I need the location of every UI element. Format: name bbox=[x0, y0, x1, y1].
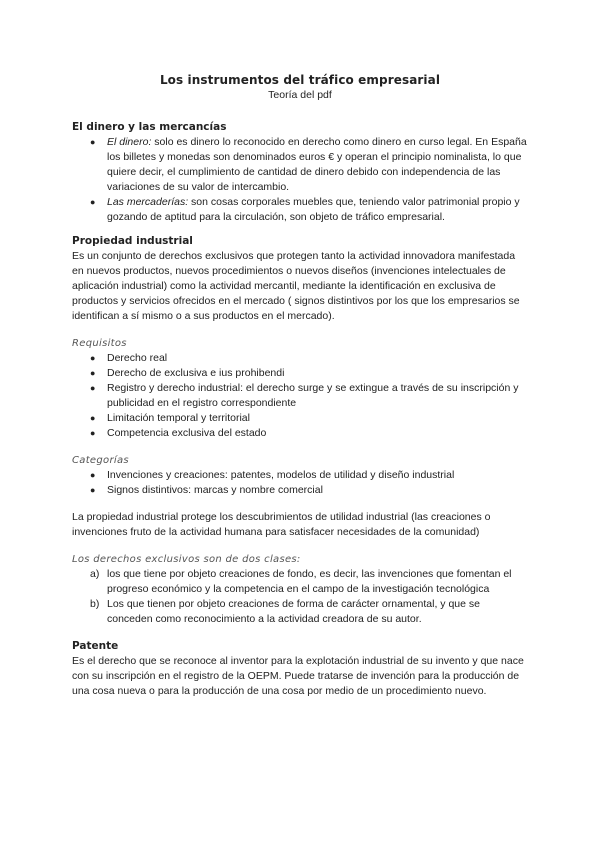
item-text: Los que tienen por objeto creaciones de forma de carácter ornamental, y que se conceden como reconocimiento a la actividad creadora de su autor. bbox=[107, 598, 480, 625]
section-heading-dinero: El dinero y las mercancías bbox=[72, 121, 227, 133]
patente-paragraph: Es el derecho que se reconoce al inventor para la explotación industrial de su invento y que nace con su inscripción en el registro de la OEPM. Puede tratarse de invención para la producción de una cosa nueva o para la producción de una cosa por medio de un procedimiento nuevo. bbox=[72, 655, 524, 697]
item-text: solo es dinero lo reconocido en derecho como dinero en curso legal. En España los billetes y monedas son denominados euros € y operan el principio nominalista, lo que quiere decir, el cumplimiento de cantidad de dinero debido con independencia de las variaciones de su valor de intercambio. bbox=[107, 136, 527, 193]
list-item bbox=[72, 366, 528, 381]
bullet-icon: ● bbox=[90, 197, 96, 207]
dinero-list bbox=[72, 135, 528, 225]
bullet-icon: ● bbox=[90, 413, 96, 423]
item-text: Signos distintivos: marcas y nombre comercial bbox=[107, 484, 323, 496]
requisitos-list bbox=[72, 351, 528, 441]
item-text: Registro y derecho industrial: el derecho surge y se extingue a través de su inscripción y publicidad en el registro correspondiente bbox=[107, 382, 519, 409]
list-item bbox=[72, 567, 528, 597]
item-text: Derecho de exclusiva e ius prohibendi bbox=[107, 367, 285, 379]
item-text: Derecho real bbox=[107, 352, 168, 364]
bullet-icon: ● bbox=[90, 368, 96, 378]
bullet-icon: ● bbox=[90, 485, 96, 495]
section-heading-patente: Patente bbox=[72, 640, 119, 652]
list-item bbox=[72, 351, 528, 366]
requisitos-heading: Requisitos bbox=[72, 338, 127, 349]
propiedad-paragraph-2: La propiedad industrial protege los descubrimientos de utilidad industrial (las creaciones o invenciones fruto de la actividad humana para satisfacer necesidades de la comunidad) bbox=[72, 511, 491, 538]
bullet-icon: ● bbox=[90, 428, 96, 438]
list-item bbox=[72, 597, 528, 627]
clases-heading: Los derechos exclusivos son de dos clases: bbox=[72, 554, 301, 565]
list-item bbox=[72, 483, 528, 498]
section-heading-propiedad: Propiedad industrial bbox=[72, 235, 193, 247]
list-item bbox=[72, 426, 528, 441]
categorias-heading: Categorías bbox=[72, 455, 129, 466]
categorias-list bbox=[72, 468, 528, 498]
bullet-icon: ● bbox=[90, 383, 96, 393]
term-label: El dinero: bbox=[107, 136, 152, 148]
item-text: los que tiene por objeto creaciones de fondo, es decir, las invenciones que fomentan el progreso económico y la competencia en el campo de la investigación tecnológica bbox=[107, 568, 512, 595]
bullet-icon: ● bbox=[90, 353, 96, 363]
item-text: son cosas corporales muebles que, teniendo valor patrimonial propio y gozando de aptitud para la circulación, son objeto de tráfico empresarial. bbox=[107, 196, 520, 223]
list-letter: b) bbox=[90, 598, 100, 610]
term-label: Las mercaderías: bbox=[107, 196, 189, 208]
document-title: Los instrumentos del tráfico empresarial bbox=[159, 73, 441, 87]
list-item bbox=[72, 195, 528, 225]
document-subtitle: Teoría del pdf bbox=[268, 89, 332, 101]
list-item bbox=[72, 135, 528, 195]
item-text: Limitación temporal y territorial bbox=[107, 412, 250, 424]
list-item bbox=[72, 381, 528, 411]
item-text: Competencia exclusiva del estado bbox=[107, 427, 267, 439]
propiedad-paragraph: Es un conjunto de derechos exclusivos que protegen tanto la actividad innovadora manifestada en nuevos productos, nuevos procedimientos o nuevos diseños (invenciones intelectuales de aplicación industrial) como la actividad mercantil, mediante la identificación en exclusiva de productos y servicios ofrecidos en el mercado ( signos distintivos por los que los empresarios se identifican a sí mismo o a sus productos en el mercado). bbox=[72, 250, 520, 322]
list-item bbox=[72, 468, 528, 483]
bullet-icon: ● bbox=[90, 470, 96, 480]
list-item bbox=[72, 411, 528, 426]
list-letter: a) bbox=[90, 568, 100, 580]
clases-list bbox=[72, 567, 528, 627]
bullet-icon: ● bbox=[90, 137, 96, 147]
item-text: Invenciones y creaciones: patentes, modelos de utilidad y diseño industrial bbox=[107, 469, 455, 481]
